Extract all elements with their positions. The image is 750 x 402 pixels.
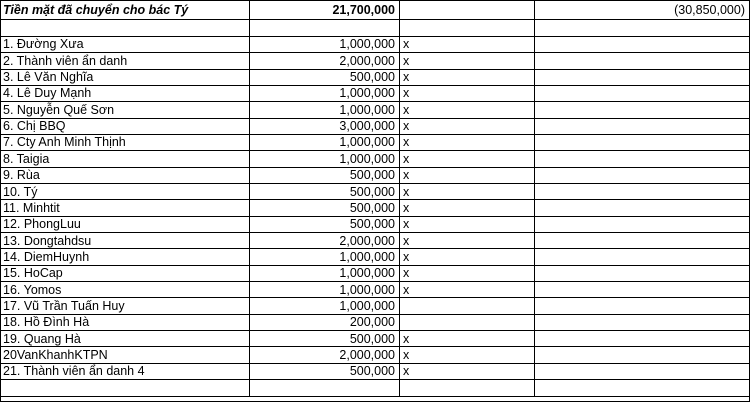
mark-cell[interactable]: x — [400, 69, 535, 86]
name-cell[interactable]: 11. Minhtit — [0, 200, 250, 217]
name-cell[interactable]: 14. DiemHuynh — [0, 249, 250, 266]
empty-cell[interactable] — [250, 380, 400, 397]
name-cell[interactable]: 5. Nguyễn Quế Sơn — [0, 102, 250, 119]
empty-cell[interactable] — [535, 380, 750, 397]
header-title-cell[interactable]: Tiền mặt đã chuyển cho bác Tý — [0, 0, 250, 20]
mark-cell[interactable]: x — [400, 151, 535, 168]
empty-cell[interactable] — [535, 331, 750, 348]
empty-cell[interactable] — [535, 282, 750, 299]
amount-cell[interactable]: 1,000,000 — [250, 151, 400, 168]
mark-cell[interactable]: x — [400, 184, 535, 201]
mark-cell[interactable]: x — [400, 216, 535, 233]
empty-cell[interactable] — [535, 347, 750, 364]
empty-cell[interactable] — [535, 167, 750, 184]
mark-cell[interactable]: x — [400, 85, 535, 102]
mark-cell[interactable]: x — [400, 200, 535, 217]
empty-cell[interactable] — [535, 118, 750, 135]
empty-cell[interactable] — [400, 20, 535, 37]
header-balance-cell[interactable]: (30,850,000) — [535, 0, 750, 20]
empty-cell[interactable] — [535, 134, 750, 151]
mark-cell[interactable]: x — [400, 167, 535, 184]
name-cell[interactable]: 17. Vũ Trần Tuấn Huy — [0, 298, 250, 315]
mark-cell[interactable]: x — [400, 265, 535, 282]
amount-cell[interactable]: 500,000 — [250, 200, 400, 217]
amount-cell[interactable]: 3,000,000 — [250, 118, 400, 135]
name-cell[interactable]: 8. Taigia — [0, 151, 250, 168]
amount-cell[interactable]: 1,000,000 — [250, 298, 400, 315]
name-cell[interactable]: 3. Lê Văn Nghĩa — [0, 69, 250, 86]
mark-cell[interactable]: x — [400, 347, 535, 364]
name-cell[interactable]: 13. Dongtahdsu — [0, 233, 250, 250]
mark-cell[interactable]: x — [400, 36, 535, 53]
amount-cell[interactable]: 2,000,000 — [250, 347, 400, 364]
name-cell[interactable]: 12. PhongLuu — [0, 216, 250, 233]
name-cell[interactable]: 10. Tý — [0, 184, 250, 201]
name-cell[interactable]: 19. Quang Hà — [0, 331, 250, 348]
name-cell[interactable]: 21. Thành viên ẩn danh 4 — [0, 363, 250, 380]
name-cell[interactable]: 16. Yomos — [0, 282, 250, 299]
empty-cell[interactable] — [535, 85, 750, 102]
name-cell[interactable]: 20VanKhanhKTPN — [0, 347, 250, 364]
name-cell[interactable]: 9. Rùa — [0, 167, 250, 184]
name-cell[interactable]: 18. Hồ Đình Hà — [0, 314, 250, 331]
empty-cell[interactable] — [535, 36, 750, 53]
mark-cell[interactable]: x — [400, 118, 535, 135]
amount-cell[interactable]: 1,000,000 — [250, 282, 400, 299]
amount-cell[interactable]: 500,000 — [250, 331, 400, 348]
empty-cell[interactable] — [535, 200, 750, 217]
mark-cell[interactable]: x — [400, 331, 535, 348]
empty-cell[interactable] — [535, 20, 750, 37]
mark-cell[interactable]: x — [400, 102, 535, 119]
mark-cell[interactable]: x — [400, 134, 535, 151]
amount-cell[interactable]: 500,000 — [250, 69, 400, 86]
empty-cell[interactable] — [535, 314, 750, 331]
amount-cell[interactable]: 500,000 — [250, 363, 400, 380]
mark-cell[interactable]: x — [400, 233, 535, 250]
empty-cell[interactable] — [535, 363, 750, 380]
empty-cell[interactable] — [250, 20, 400, 37]
empty-cell[interactable] — [0, 20, 250, 37]
empty-cell[interactable] — [535, 151, 750, 168]
amount-cell[interactable]: 200,000 — [250, 314, 400, 331]
name-cell[interactable]: 2. Thành viên ẩn danh — [0, 53, 250, 70]
empty-cell[interactable] — [535, 102, 750, 119]
amount-cell[interactable]: 500,000 — [250, 184, 400, 201]
name-cell[interactable]: 15. HoCap — [0, 265, 250, 282]
amount-cell[interactable]: 1,000,000 — [250, 36, 400, 53]
name-cell[interactable]: 4. Lê Duy Mạnh — [0, 85, 250, 102]
mark-cell[interactable]: x — [400, 249, 535, 266]
empty-cell[interactable] — [535, 53, 750, 70]
amount-cell[interactable]: 2,000,000 — [250, 233, 400, 250]
mark-cell[interactable]: x — [400, 363, 535, 380]
mark-cell[interactable] — [400, 314, 535, 331]
name-cell[interactable]: 7. Cty Anh Minh Thịnh — [0, 134, 250, 151]
header-empty-cell[interactable] — [400, 0, 535, 20]
empty-cell[interactable] — [0, 380, 250, 397]
empty-cell[interactable] — [535, 184, 750, 201]
amount-cell[interactable]: 2,000,000 — [250, 53, 400, 70]
amount-cell[interactable]: 1,000,000 — [250, 134, 400, 151]
header-total-cell[interactable]: 21,700,000 — [250, 0, 400, 20]
empty-cell[interactable] — [400, 380, 535, 397]
mark-cell[interactable]: x — [400, 53, 535, 70]
amount-cell[interactable]: 500,000 — [250, 167, 400, 184]
amount-cell[interactable]: 1,000,000 — [250, 249, 400, 266]
amount-cell[interactable]: 1,000,000 — [250, 265, 400, 282]
mark-cell[interactable]: x — [400, 282, 535, 299]
empty-cell[interactable] — [535, 249, 750, 266]
empty-cell[interactable] — [535, 298, 750, 315]
name-cell[interactable]: 1. Đường Xưa — [0, 36, 250, 53]
empty-cell[interactable] — [535, 69, 750, 86]
amount-cell[interactable]: 1,000,000 — [250, 85, 400, 102]
amount-cell[interactable]: 500,000 — [250, 216, 400, 233]
amount-cell[interactable]: 1,000,000 — [250, 102, 400, 119]
empty-cell[interactable] — [535, 233, 750, 250]
empty-cell[interactable] — [535, 265, 750, 282]
mark-cell[interactable] — [400, 298, 535, 315]
name-cell[interactable]: 6. Chị BBQ — [0, 118, 250, 135]
empty-cell[interactable] — [535, 216, 750, 233]
